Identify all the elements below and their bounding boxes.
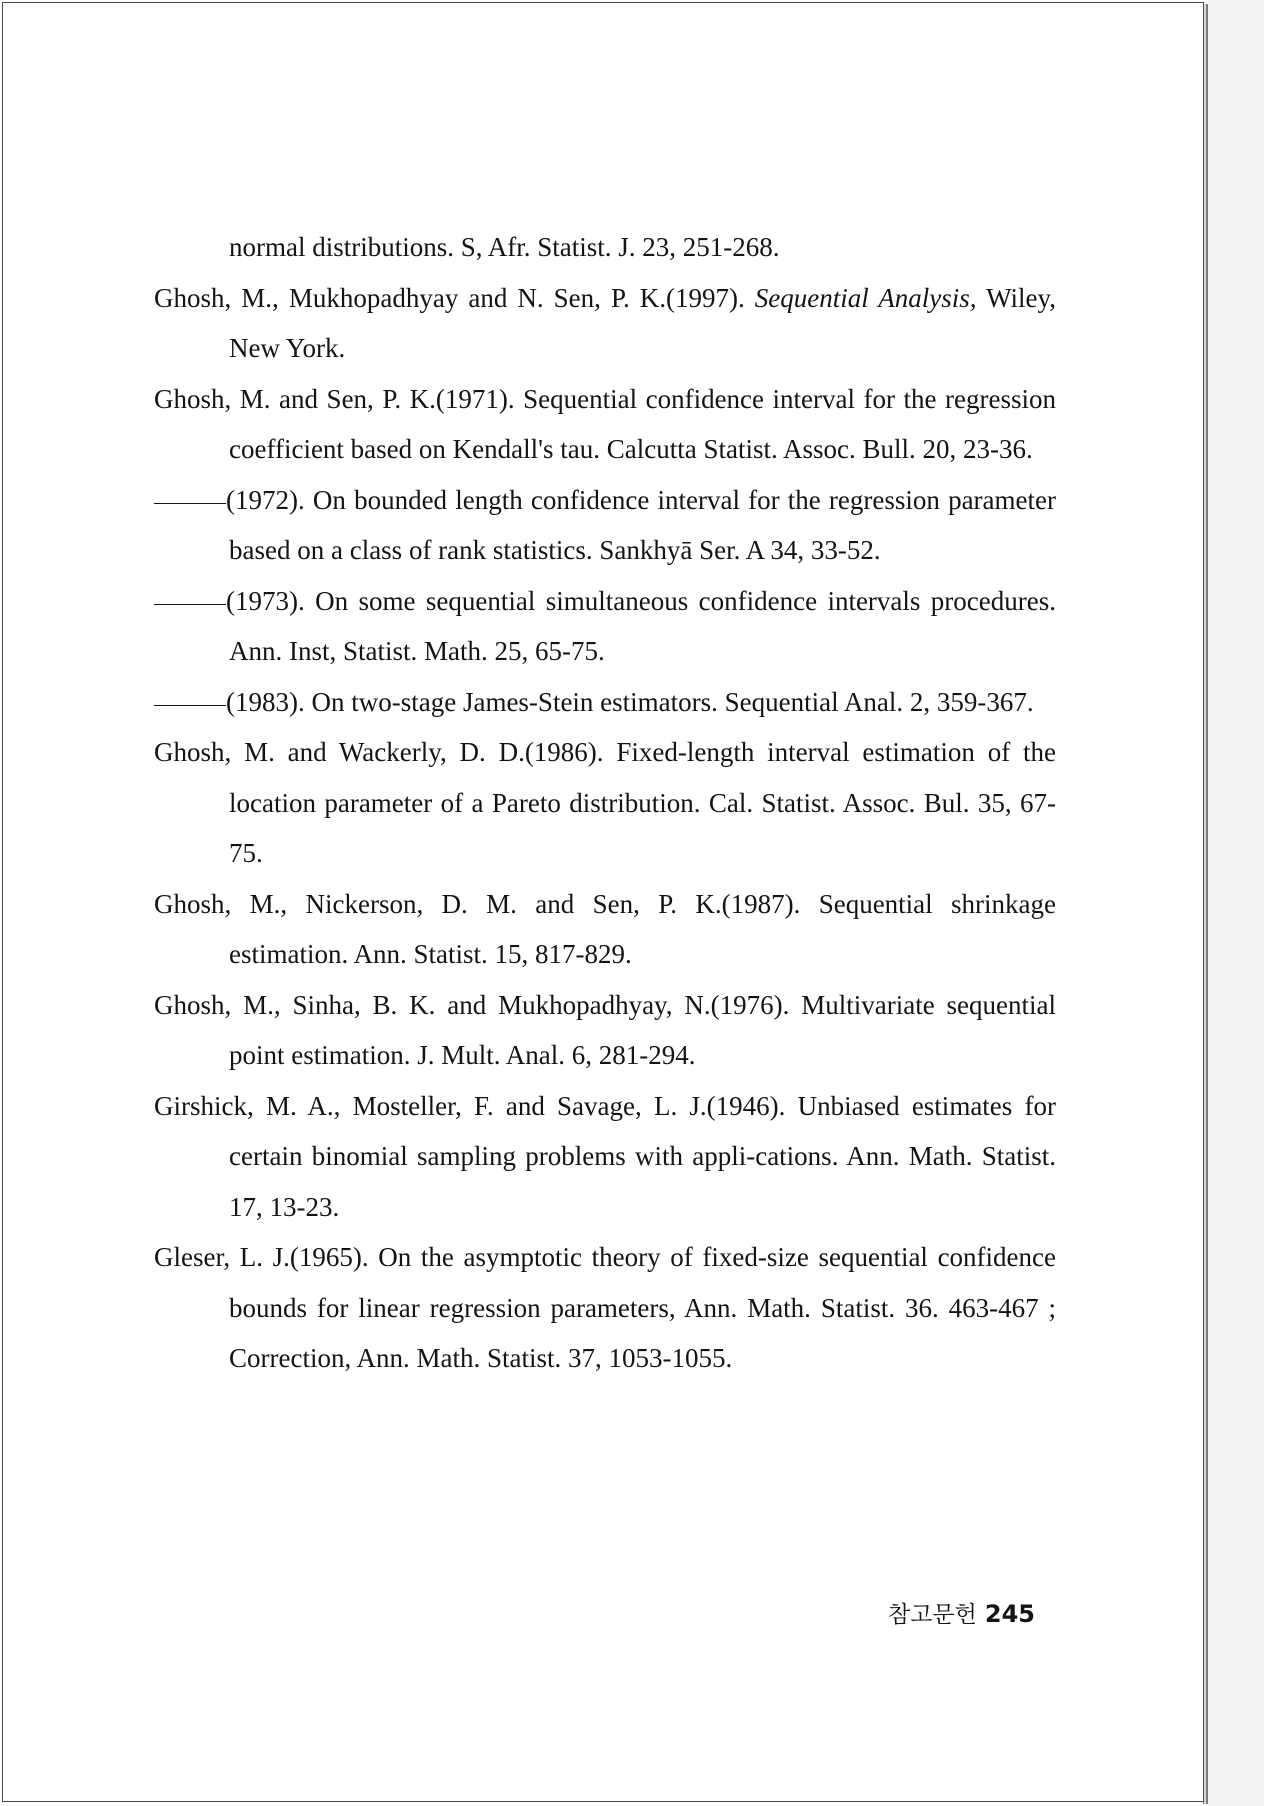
reference-entry — [154, 1081, 1056, 1233]
reference-entry-ditto — [154, 475, 1056, 576]
reference-text: (1973). On some sequential simultaneous confidence intervals procedures. Ann. Inst, Statist. Math. 25, 65-75. — [226, 585, 1056, 666]
reference-list — [154, 222, 1056, 1384]
reference-entry-ditto — [154, 677, 1056, 728]
ditto-author-rule — [154, 502, 226, 504]
reference-text: Gleser, L. J.(1965). On the asymptotic theory of fixed-size sequential confidence bounds for linear regression parameters, Ann. Math. Statist. 36. 463-467 ; Correction, Ann. Math. Statist. 37, 1053-1055. — [154, 1242, 1056, 1373]
reference-text: normal distributions. S, Afr. Statist. J. 23, 251-268. — [229, 232, 780, 262]
reference-entry — [154, 980, 1056, 1081]
reference-text: Ghosh, M. and Wackerly, D. D.(1986). Fixed-length interval estimation of the location parameter of a Pareto distribution. Cal. Statist. Assoc. Bul. 35, 67-75. — [154, 737, 1056, 868]
reference-text: Ghosh, M., Mukhopadhyay and N. Sen, P. K.(1997). — [154, 282, 755, 313]
reference-entry — [154, 374, 1056, 475]
reference-entry — [154, 879, 1056, 980]
reference-text: Ghosh, M., Nickerson, D. M. and Sen, P. K.(1987). Sequential shrinkage estimation. Ann. Statist. 15, 817-829. — [154, 888, 1056, 969]
page-footer — [888, 1596, 1035, 1629]
page-number: 245 — [984, 1600, 1035, 1628]
viewer-background — [1208, 0, 1264, 1806]
reference-text: Ghosh, M., Sinha, B. K. and Mukhopadhyay, N.(1976). Multivariate sequential point estimation. J. Mult. Anal. 6, 281-294. — [154, 989, 1056, 1070]
reference-entry — [154, 273, 1056, 374]
reference-entry-ditto — [154, 576, 1056, 677]
reference-entry — [154, 1232, 1056, 1384]
reference-text: Ghosh, M. and Sen, P. K.(1971). Sequential confidence interval for the regression coefficient based on Kendall's tau. Calcutta Statist. Assoc. Bull. 20, 23-36. — [154, 383, 1056, 464]
ditto-author-rule — [154, 603, 226, 605]
reference-text: Wiley, New York. — [229, 282, 1056, 363]
reference-text: (1972). On bounded length confidence interval for the regression parameter based on a class of rank statistics. Sankhyā Ser. A 34, 33-52. — [226, 484, 1056, 565]
reference-book-title: Sequential Analysis, — [754, 282, 977, 313]
reference-entry — [154, 727, 1056, 879]
reference-entry-continuation — [154, 222, 1056, 273]
reference-text: (1983). On two-stage James-Stein estimators. Sequential Anal. 2, 359-367. — [226, 686, 1034, 717]
section-label: 참고문헌 — [888, 1602, 977, 1628]
ditto-author-rule — [154, 704, 226, 706]
reference-text: Girshick, M. A., Mosteller, F. and Savage, L. J.(1946). Unbiased estimates for certain binomial sampling problems with appli-cations. Ann. Math. Statist. 17, 13-23. — [154, 1090, 1056, 1222]
